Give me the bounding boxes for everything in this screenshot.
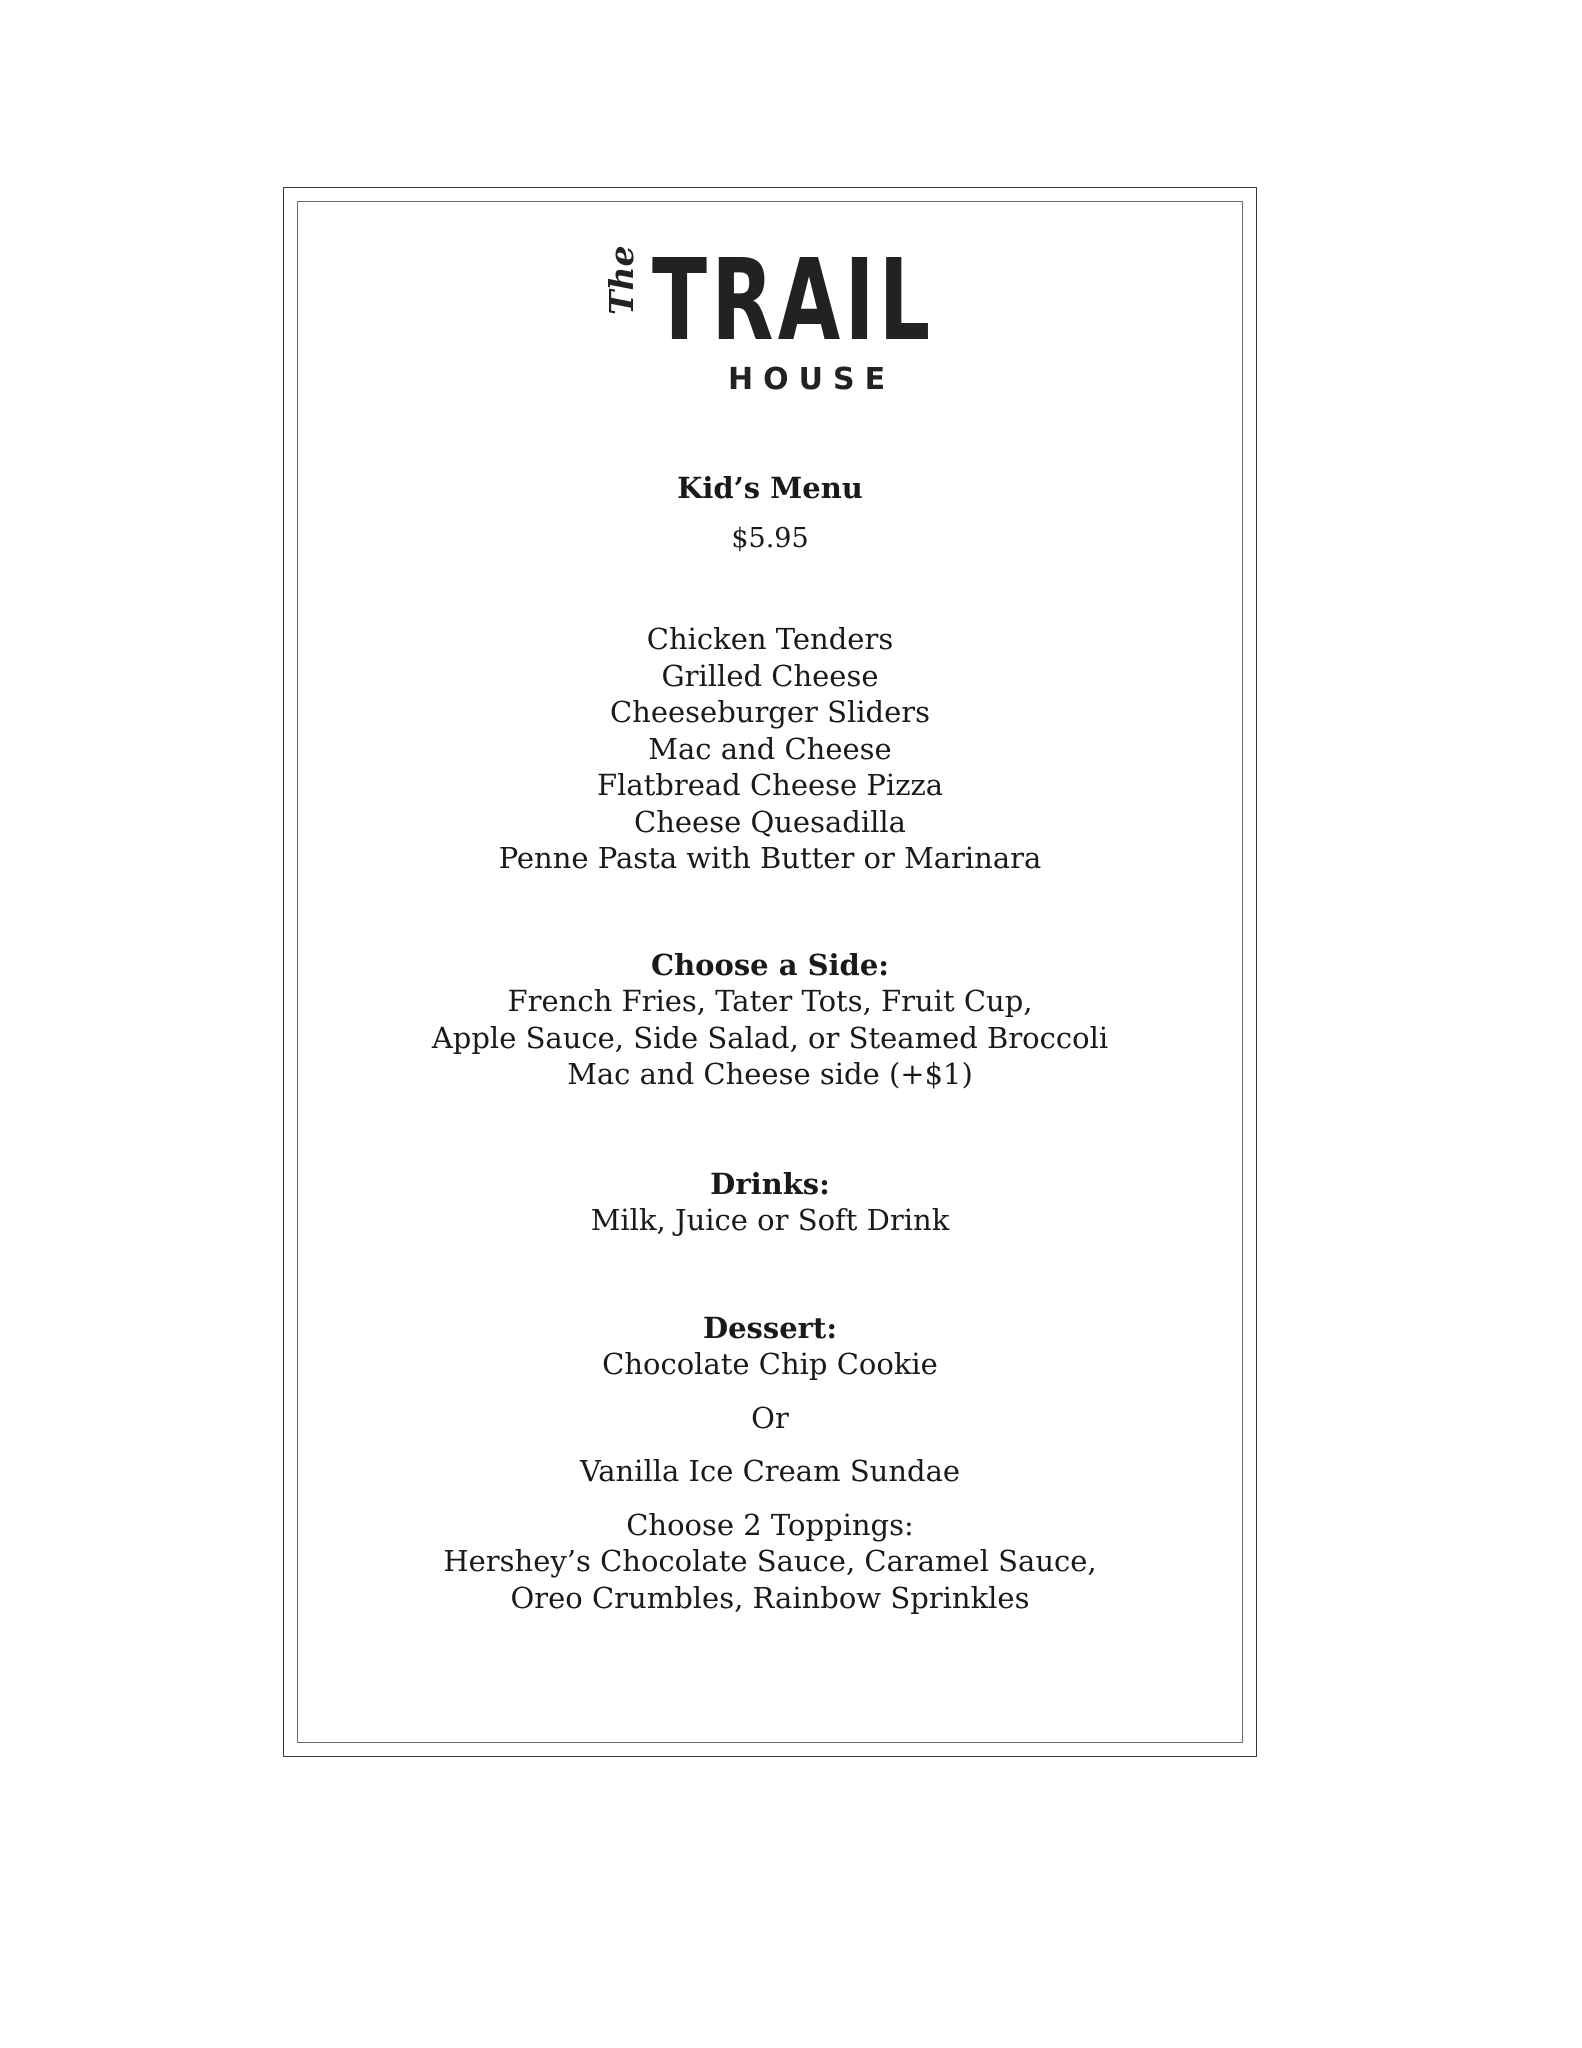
menu-item: Grilled Cheese xyxy=(661,658,879,693)
menu-title: Kid’s Menu xyxy=(677,471,863,505)
menu-item-list xyxy=(297,621,1243,877)
menu-item: Mac and Cheese xyxy=(648,731,892,766)
side-line: Apple Sauce, Side Salad, or Steamed Broccoli xyxy=(431,1020,1109,1055)
menu-item: Cheese Quesadilla xyxy=(634,804,906,839)
drinks-section xyxy=(297,1166,1243,1239)
side-line: French Fries, Tater Tots, Fruit Cup, xyxy=(507,984,1033,1018)
drinks-line: Milk, Juice or Soft Drink xyxy=(590,1203,950,1237)
toppings-line: Hershey’s Chocolate Sauce, Caramel Sauce, xyxy=(443,1544,1097,1578)
menu-price: $5.95 xyxy=(731,522,809,554)
toppings-line: Oreo Crumbles, Rainbow Sprinkles xyxy=(510,1580,1030,1615)
dessert-section xyxy=(297,1310,1243,1617)
side-section xyxy=(297,947,1243,1093)
dessert-heading: Dessert: xyxy=(702,1310,838,1345)
menu-item: Chicken Tenders xyxy=(646,622,894,656)
logo-the-text: The xyxy=(602,245,641,315)
menu-item: Flatbread Cheese Pizza xyxy=(596,768,944,802)
logo-house-text: HOUSE xyxy=(728,362,896,397)
menu-item: Cheeseburger Sliders xyxy=(609,695,931,729)
side-heading: Choose a Side: xyxy=(650,947,889,982)
logo-trail-text: TRAIL xyxy=(652,236,935,366)
trail-house-logo xyxy=(600,236,940,405)
menu-content xyxy=(297,470,1243,1616)
side-line: Mac and Cheese side (+$1) xyxy=(567,1057,973,1091)
toppings-block xyxy=(297,1507,1243,1617)
menu-item: Penne Pasta with Butter or Marinara xyxy=(498,841,1042,875)
dessert-option-sundae: Vanilla Ice Cream Sundae xyxy=(579,1454,961,1488)
dessert-option-cookie: Chocolate Chip Cookie xyxy=(602,1347,938,1381)
dessert-or: Or xyxy=(751,1400,789,1435)
drinks-heading: Drinks: xyxy=(710,1166,830,1201)
toppings-heading: Choose 2 Toppings: xyxy=(626,1507,914,1542)
